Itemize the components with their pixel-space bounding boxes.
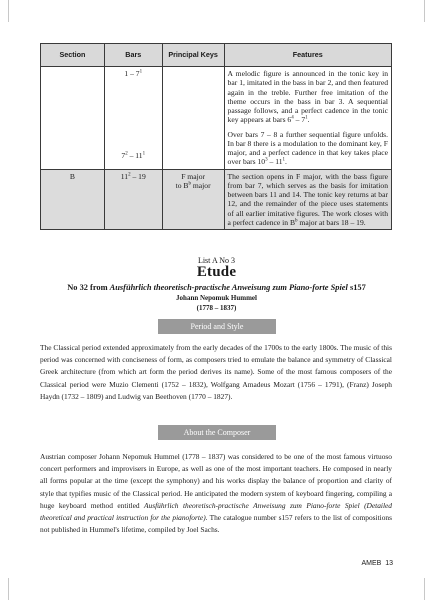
cell-features [224, 67, 391, 170]
cell-section: B [41, 169, 105, 230]
period-style-text: The Classical period extended approximately from the early decades of the 1700s to the early 1800s. The music of this period was concerned with conciseness of form, as composers tried to emulate the balance and symmetry of Classical Greek architecture (from which art form the period derives its name). Some of the most famous composers of the Classical period were Muzio Clementi (1752 – 1832), Wolfgang Amadeus Mozart (1756 – 1791), (Franz) Joseph Haydn (1732 – 1809) and Ludwig van Beethoven (1770 – 1827). [40, 343, 392, 401]
list-label: List A No 3 [197, 256, 236, 265]
table-row [41, 67, 392, 170]
crop-mark-bottom-right [424, 578, 425, 600]
piece-subtitle: No 32 from Ausführlich theoretisch-practische Anweisung zum Piano-forte Spiel s157 [67, 283, 366, 292]
composer-dates: (1778 – 1837) [196, 304, 237, 312]
footer-brand: AMEB [361, 560, 382, 567]
header-features: Features [224, 44, 391, 67]
cell-bars [104, 67, 162, 170]
bars-range-2: $7^2 - 11^1$ [121, 151, 146, 161]
header-bars: Bars [104, 44, 162, 67]
table-header-row [41, 44, 392, 67]
crop-mark-bottom-left [8, 578, 9, 600]
about-composer-text: Austrian composer Johann Nepomuk Hummel (1778 – 1837) was considered to be one of the most famous virtuoso concert performers and improvisers in Europe, as well as one of the most important teachers. He composed in nearly all forms popular at the time (except the symphony) and his works display the balance of proportion and clarity of style that typifies music of the Classical period. He anticipated the modern system of keyboard fingering, compiling a huge keyboard method entitled Ausführlich theoretisch-practische Anweisung zum Piano-forte Spiel (Detailed theoretical and practical instruction for the pianoforte). The catalogue number s157 refers to the list of compositions not published in Hummel's lifetime, compiled by Joel Sachs. [40, 452, 393, 535]
page-number: 13 [385, 560, 393, 567]
composer-name: Johann Nepomuk Hummel [176, 294, 257, 302]
cell-features: The section opens in F major, with the bass figure from bar 7, which serves as the basis for imitation between bars 11 and 14. The tonic key returns at bar 12, and the remainder of the piece uses statements of all earlier imitative figures. The work closes with a perfect cadence in $B^b$ major at bars 18 – 19. [224, 169, 391, 230]
feature-text-1: A melodic figure is announced in the tonic key in bar 1, imitated in the bass in bar 2, and then featured again in the treble. Further free imitation of the theme occurs in the bass in bar 3. A sequential passage follows, and a perfect cadence in the tonic key appears at bars $6^4 - 7^1$. [227, 69, 388, 125]
structure-table [40, 43, 392, 230]
cell-section [41, 67, 105, 170]
feature-text-2: Over bars 7 – 8 a further sequential figure unfolds. In bar 8 there is a modulation to the dominant key, F major, and a perfect cadence in that key takes place over bars $10^3 - 11^1$. [227, 129, 388, 167]
piece-title: Etude [196, 264, 237, 280]
cell-keys: F major to $B^b$ major [162, 169, 224, 230]
bars-range-1: $1 - 7^1$ [124, 69, 143, 78]
crop-mark-top-left [8, 0, 9, 22]
table-row [41, 169, 392, 230]
header-principal-keys: Principal Keys [162, 44, 224, 67]
cell-bars: $11^2 - 19$ [104, 169, 162, 230]
page-footer [361, 560, 393, 567]
period-style-heading: Period and Style [158, 319, 276, 334]
crop-mark-top-right [424, 0, 425, 22]
about-composer-heading: About the Composer [158, 425, 276, 440]
header-section: Section [41, 44, 105, 67]
cell-keys [162, 67, 224, 170]
